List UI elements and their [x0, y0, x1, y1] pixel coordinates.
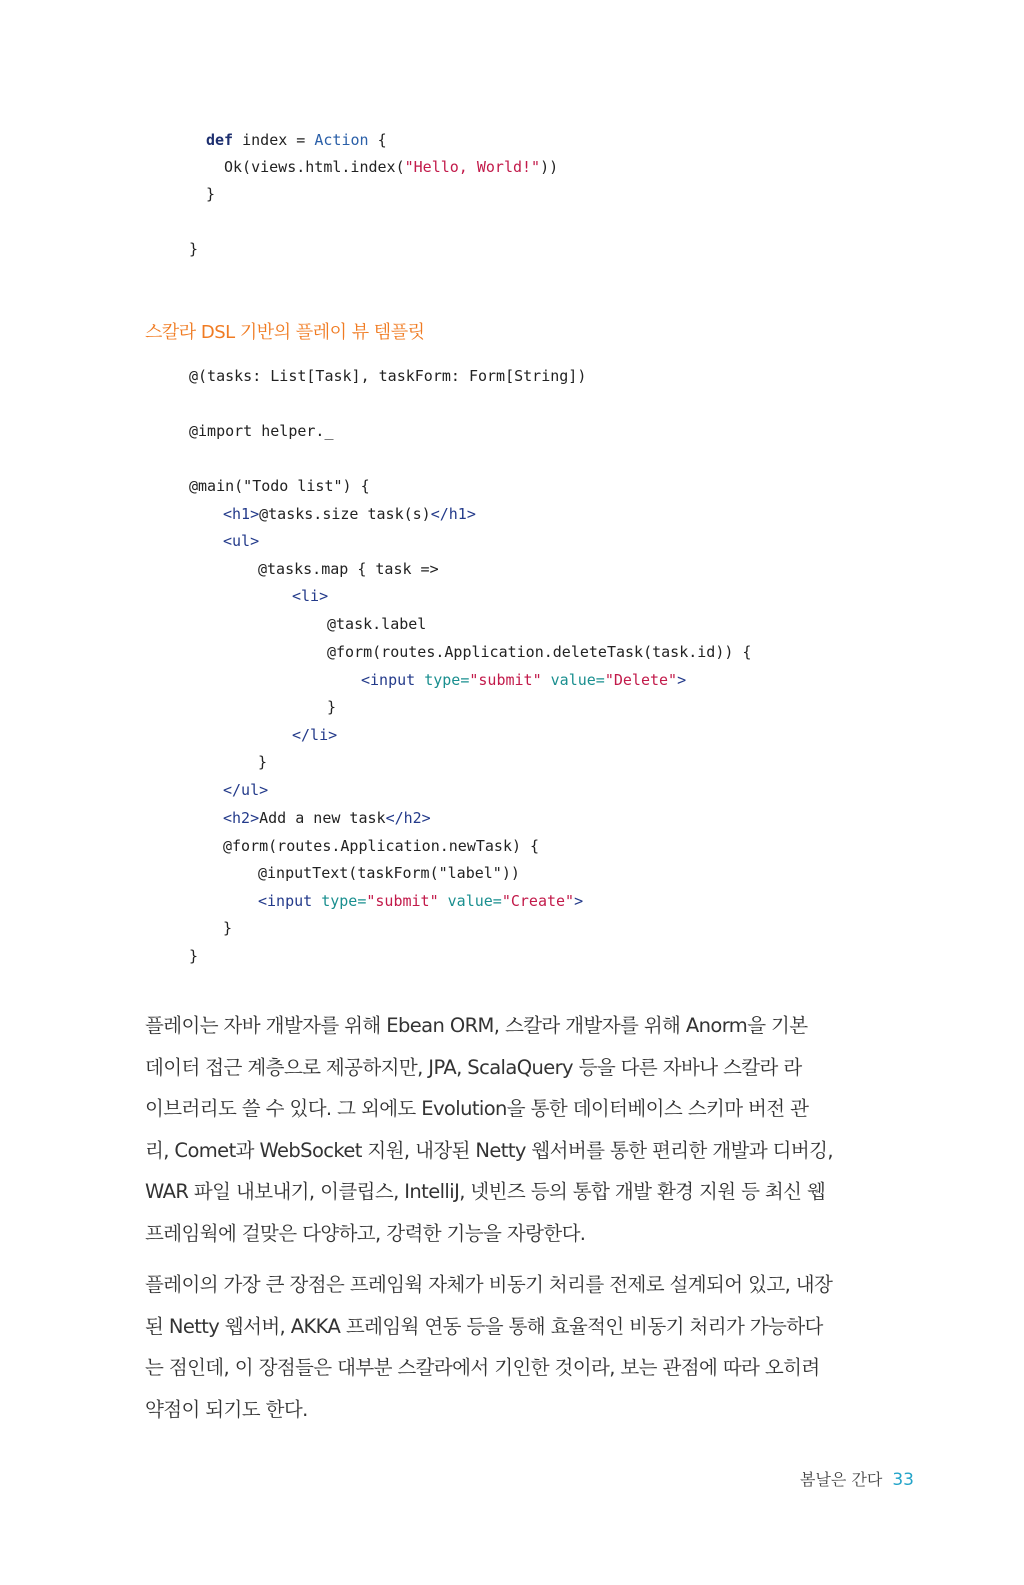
code-line: }: [206, 185, 216, 203]
code-line: @import helper._: [189, 422, 334, 440]
page-footer: [800, 1467, 914, 1490]
code-line: def index = Action {: [206, 131, 387, 149]
code-line: <input type="submit" value="Create">: [258, 892, 584, 910]
code-line: }: [258, 753, 268, 771]
code-line: </ul>: [223, 781, 269, 799]
paragraph-line: 프레임웍에 걸맞은 다양하고, 강력한 기능을 자랑한다.: [145, 1221, 586, 1245]
code-line: @(tasks: List[Task], taskForm: Form[String]): [189, 367, 587, 385]
paragraph-line: 데이터 접근 계층으로 제공하지만, JPA, ScalaQuery 등을 다른 자바나 스칼라 라: [145, 1055, 802, 1079]
paragraph-line: 리, Comet과 WebSocket 지원, 내장된 Netty 웹서버를 통한 편리한 개발과 디버깅,: [145, 1138, 833, 1162]
paragraph-line: 는 점인데, 이 장점들은 대부분 스칼라에서 기인한 것이라, 보는 관점에 따라 오히려: [145, 1356, 820, 1379]
code-line: <ul>: [223, 532, 260, 550]
body-paragraph: [145, 1005, 885, 1254]
code-line: <li>: [292, 587, 329, 605]
running-title: 봄날은 간다: [799, 1470, 883, 1489]
code-line: }: [327, 698, 337, 716]
code-line: </li>: [292, 726, 338, 744]
code-line: @tasks.map { task =>: [258, 560, 439, 578]
code-line: Ok(views.html.index("Hello, World!")): [224, 158, 559, 176]
paragraph-line: 된 Netty 웹서버, AKKA 프레임웍 연동 등을 통해 효율적인 비동기 처리가 가능하다: [145, 1314, 823, 1338]
code-line: @form(routes.Application.deleteTask(task.id)) {: [327, 643, 752, 661]
code-line: @main("Todo list") {: [189, 477, 370, 495]
code-line: @inputText(taskForm("label")): [258, 864, 520, 882]
code-line: }: [189, 240, 199, 258]
code-line: }: [223, 919, 233, 937]
code-line: <h2>Add a new task</h2>: [223, 809, 431, 827]
code-line: }: [189, 947, 199, 965]
body-paragraph: [145, 1264, 885, 1430]
page-number: 33: [892, 1470, 914, 1490]
paragraph-line: WAR 파일 내보내기, 이클립스, IntelliJ, 넷빈즈 등의 통합 개발 환경 지원 등 최신 웹: [145, 1180, 826, 1203]
code-line: @task.label: [327, 615, 427, 633]
code-line: <input type="submit" value="Delete">: [361, 671, 687, 689]
paragraph-line: 이브러리도 쓸 수 있다. 그 외에도 Evolution을 통한 데이터베이스 스키마 버전 관: [145, 1097, 809, 1120]
paragraph-line: 약점이 되기도 한다.: [145, 1397, 308, 1421]
section-title: 스칼라 DSL 기반의 플레이 뷰 템플릿: [145, 322, 425, 343]
paragraph-line: 플레이는 자바 개발자를 위해 Ebean ORM, 스칼라 개발자를 위해 Anorm을 기본: [145, 1014, 808, 1037]
code-line: @form(routes.Application.newTask) {: [223, 837, 540, 855]
code-line: <h1>@tasks.size task(s)</h1>: [223, 505, 476, 523]
paragraph-line: 플레이의 가장 큰 장점은 프레임웍 자체가 비동기 처리를 전제로 설계되어 있고, 내장: [145, 1273, 833, 1296]
